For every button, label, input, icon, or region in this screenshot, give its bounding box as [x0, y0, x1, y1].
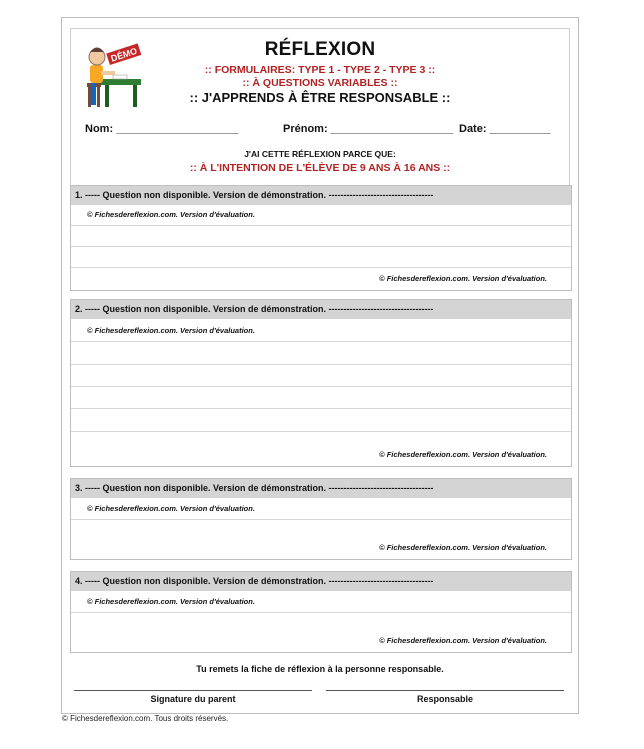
page-title: RÉFLEXION	[264, 39, 376, 60]
return-instruction: Tu remets la fiche de réflexion à la personne responsable.	[196, 664, 444, 674]
answer-line[interactable]	[71, 267, 571, 268]
question-header: 4. ----- Question non disponible. Version de démonstration. -----------------------------------	[71, 572, 571, 591]
answer-line[interactable]	[71, 519, 571, 520]
answer-line[interactable]	[71, 225, 571, 226]
question-header: 3. ----- Question non disponible. Version de démonstration. -----------------------------------	[71, 479, 571, 498]
answer-line[interactable]	[71, 408, 571, 409]
evaluation-note: © Fichesdereflexion.com. Version d'évaluation.	[379, 450, 547, 459]
evaluation-note: © Fichesdereflexion.com. Version d'évaluation.	[379, 543, 547, 552]
question-block-4	[70, 571, 572, 653]
question-block-2	[70, 299, 572, 467]
answer-line[interactable]	[71, 431, 571, 432]
responsable-signature-label: Responsable	[416, 694, 474, 704]
parent-signature-line[interactable]	[74, 690, 312, 691]
question-block-3	[70, 478, 572, 560]
evaluation-note: © Fichesdereflexion.com. Version d'évaluation.	[379, 274, 547, 283]
evaluation-note: © Fichesdereflexion.com. Version d'évaluation.	[87, 210, 255, 219]
evaluation-note: © Fichesdereflexion.com. Version d'évaluation.	[87, 597, 255, 606]
evaluation-note: © Fichesdereflexion.com. Version d'évaluation.	[379, 636, 547, 645]
worksheet-header	[70, 28, 570, 189]
subtitle-questions: :: À QUESTIONS VARIABLES ::	[242, 77, 398, 89]
answer-line[interactable]	[71, 386, 571, 387]
question-header: 2. ----- Question non disponible. Version de démonstration. -----------------------------------	[71, 300, 571, 319]
prenom-field[interactable]: Prénom: ____________________	[283, 123, 454, 135]
subtitle-theme: :: J'APPRENDS À ÊTRE RESPONSABLE ::	[189, 90, 451, 105]
audience-note: :: À L'INTENTION DE L'ÉLÈVE DE 9 ANS À 16 ANS ::	[189, 162, 451, 174]
answer-line[interactable]	[71, 246, 571, 247]
subtitle-types: :: FORMULAIRES: TYPE 1 - TYPE 2 - TYPE 3 ::	[204, 64, 436, 76]
question-header: 1. ----- Question non disponible. Version de démonstration. -----------------------------------	[71, 186, 571, 205]
question-block-1	[70, 185, 572, 291]
copyright-notice: © Fichesdereflexion.com. Tous droits réservés.	[62, 714, 229, 723]
answer-line[interactable]	[71, 341, 571, 342]
answer-line[interactable]	[71, 612, 571, 613]
date-field[interactable]: Date: __________	[459, 123, 551, 135]
evaluation-note: © Fichesdereflexion.com. Version d'évaluation.	[87, 504, 255, 513]
responsable-signature-line[interactable]	[326, 690, 564, 691]
parent-signature-label: Signature du parent	[150, 694, 236, 704]
worksheet-page	[61, 17, 579, 714]
reason-heading: J'AI CETTE RÉFLEXION PARCE QUE:	[244, 149, 396, 159]
nom-field[interactable]: Nom: ____________________	[85, 123, 239, 135]
logo-demo-text: DÉMO	[109, 45, 139, 64]
evaluation-note: © Fichesdereflexion.com. Version d'évaluation.	[87, 326, 255, 335]
answer-line[interactable]	[71, 364, 571, 365]
